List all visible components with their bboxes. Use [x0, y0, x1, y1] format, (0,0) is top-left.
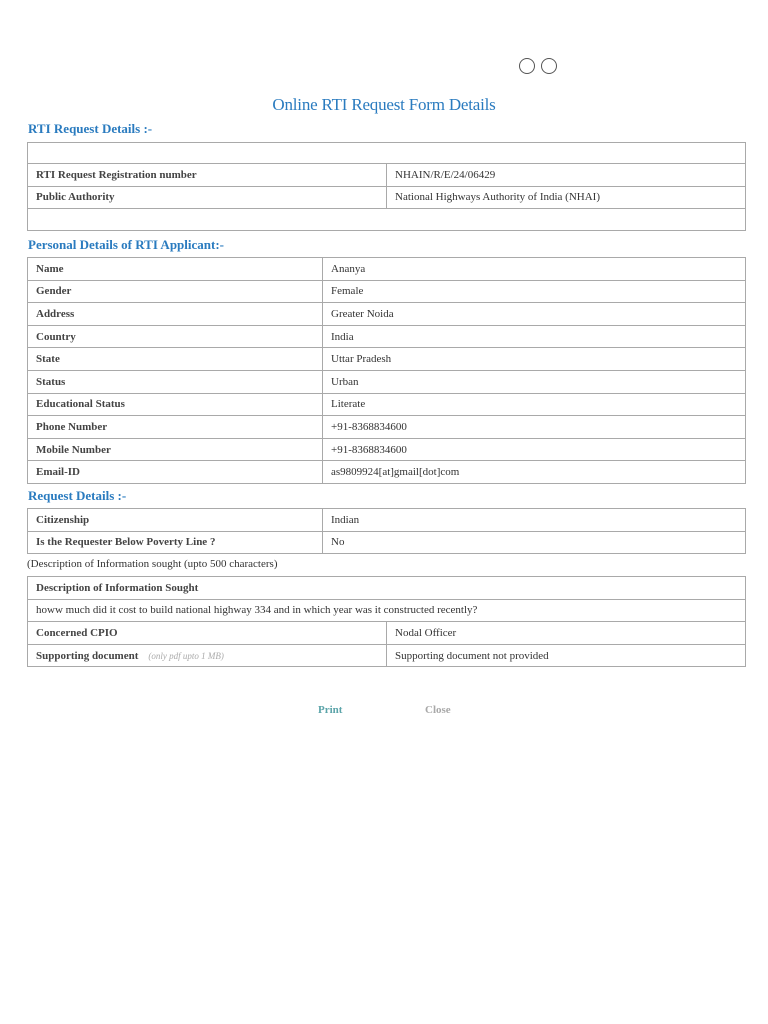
citizenship-label: Citizenship — [28, 509, 323, 532]
circle-icon — [541, 58, 557, 74]
supporting-document-hint: (only pdf upto 1 MB) — [148, 650, 224, 661]
information-table — [27, 576, 746, 667]
table-row — [28, 393, 746, 416]
table-row — [28, 258, 746, 281]
description-text: howw much did it cost to build national highway 334 and in which year was it constructed recently? — [28, 599, 746, 622]
status-label: Status — [28, 370, 323, 393]
concerned-cpio-value: Nodal Officer — [387, 622, 746, 645]
table-row — [28, 599, 746, 622]
table-row — [28, 280, 746, 303]
educational-status-label: Educational Status — [28, 393, 323, 416]
blank-row — [28, 209, 746, 231]
personal-details-heading: Personal Details of RTI Applicant:- — [28, 237, 224, 252]
public-authority-label: Public Authority — [28, 186, 387, 209]
name-label: Name — [28, 258, 323, 281]
description-note: (Description of Information sought (upto 500 characters) — [27, 558, 278, 570]
state-label: State — [28, 348, 323, 371]
supporting-document-cell — [28, 644, 387, 667]
circle-icon — [519, 58, 535, 74]
poverty-line-value: No — [323, 531, 746, 554]
rti-request-table — [27, 142, 746, 231]
mobile-number-value: +91-8368834600 — [323, 438, 746, 461]
address-value: Greater Noida — [323, 303, 746, 326]
table-row — [28, 416, 746, 439]
table-row — [28, 438, 746, 461]
description-label: Description of Information Sought — [28, 577, 746, 600]
personal-details-table — [27, 257, 746, 484]
table-row — [28, 509, 746, 532]
table-row — [28, 348, 746, 371]
email-id-label: Email-ID — [28, 461, 323, 484]
mobile-number-label: Mobile Number — [28, 438, 323, 461]
phone-number-value: +91-8368834600 — [323, 416, 746, 439]
status-value: Urban — [323, 370, 746, 393]
table-row — [28, 370, 746, 393]
print-button[interactable]: Print — [318, 704, 343, 716]
email-id-value: as9809924[at]gmail[dot]com — [323, 461, 746, 484]
table-row — [28, 577, 746, 600]
poverty-line-label: Is the Requester Below Poverty Line ? — [28, 531, 323, 554]
request-details-table — [27, 508, 746, 554]
concerned-cpio-label: Concerned CPIO — [28, 622, 387, 645]
table-row — [28, 461, 746, 484]
table-row — [28, 303, 746, 326]
table-row — [28, 531, 746, 554]
table-row — [28, 644, 746, 667]
registration-number-label: RTI Request Registration number — [28, 164, 387, 187]
page-title: Online RTI Request Form Details — [272, 95, 496, 114]
state-value: Uttar Pradesh — [323, 348, 746, 371]
request-details-heading: Request Details :- — [28, 488, 127, 503]
country-value: India — [323, 325, 746, 348]
gender-label: Gender — [28, 280, 323, 303]
registration-number-value: NHAIN/R/E/24/06429 — [387, 164, 746, 187]
table-row — [28, 164, 746, 187]
name-value: Ananya — [323, 258, 746, 281]
address-label: Address — [28, 303, 323, 326]
public-authority-value: National Highways Authority of India (NHAI) — [387, 186, 746, 209]
table-row — [28, 325, 746, 348]
educational-status-value: Literate — [323, 393, 746, 416]
top-icon-group — [519, 58, 557, 74]
blank-row — [28, 143, 746, 164]
supporting-document-label: Supporting document — [36, 649, 139, 662]
citizenship-value: Indian — [323, 509, 746, 532]
supporting-document-value: Supporting document not provided — [387, 644, 746, 667]
rti-request-heading: RTI Request Details :- — [28, 121, 153, 136]
close-button[interactable]: Close — [425, 704, 451, 716]
gender-value: Female — [323, 280, 746, 303]
phone-number-label: Phone Number — [28, 416, 323, 439]
table-row — [28, 186, 746, 209]
country-label: Country — [28, 325, 323, 348]
table-row — [28, 622, 746, 645]
